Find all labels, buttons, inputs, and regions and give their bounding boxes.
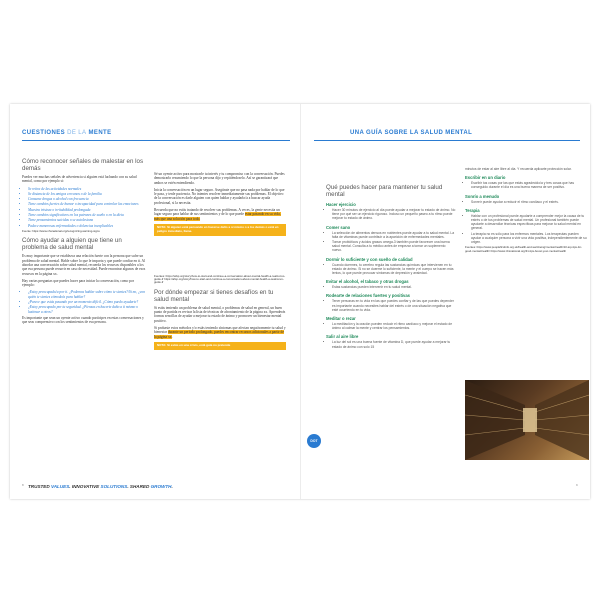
header-cuestiones: CUESTIONES <box>22 130 66 136</box>
tip-list <box>326 231 456 253</box>
note-danger: NOTA: Si alguien está pensando en hacerse daño a sí mismo o a los demás o está en peligro inmediato, llame. <box>154 224 286 236</box>
tip-heading: Dormir lo suficiente y con sueño de calidad <box>326 256 413 262</box>
tip-item: • Tomar probióticos y ácidos grasos omega-3 también puede favorecer una buena salud mental. Consulta a tu médico antes de empezar a tomar un suplemento nuevo. <box>332 240 456 253</box>
tip-heading: Hacer ejercicio <box>326 202 356 207</box>
tip-item: • Hacer 30 minutos de ejercicio al día puede ayudar a mejorar tu estado de ánimo. No tiene por qué ser un ejercicio riguroso. Incluso un pequeño paseo a tu ritmo puede mejorar tu estado de ánimo. <box>332 208 456 221</box>
questions-list <box>22 290 147 313</box>
document-spread <box>10 104 590 499</box>
tip-heading: Salir al aire libre <box>326 334 359 340</box>
footer-values: VALUES <box>50 484 70 489</box>
right-page-number: 9 <box>576 483 578 487</box>
left-footer-tagline <box>28 484 173 489</box>
source-signs: Fuente: https://www.nhsnational.org/recognizing-warning-signs <box>22 228 100 233</box>
source-tips: Fuentes: https://www.peoplefirstinfo.org.uk/health-and-well-being/mental-health/10-top-tips-for-good-mental-health/ https://www.nhsnational.org/31-tips-boost-your-mental-health <box>465 245 583 253</box>
left-col-1 <box>22 154 147 328</box>
tip-item: • Sonreír puede ayudar a reducir el ritmo cardíaco y el estrés. <box>471 200 589 204</box>
left-col-2 <box>154 172 286 353</box>
page-fold <box>300 104 301 499</box>
start-paragraph-1: Si estás teniendo un problema de salud mental, o problemas de salud en general, un buen punto de partida es revisar la lista de técnicas de afrontamiento de la página xx. Aprenderás formas sencillas de ayudar a mejorar tu estado de ánimo y promover un bienestar mental positivo. <box>154 305 286 323</box>
tip-item: • Cuando duermes, tu cerebro regula las sustancias químicas que intervienen en tu estado de ánimo. Si no se duerme lo suficiente, la mente y el cuerpo se hacen más lentos, lo que puede provocar síntomas de depresión y ansiedad. <box>332 263 456 276</box>
tips-sections <box>465 175 589 244</box>
footer-trusted: TRUSTED <box>28 484 50 489</box>
sign-item: • Tiene cambios significativos en los patrones de sueño o en la dieta <box>28 213 147 217</box>
footer-innovative: . INNOVATIVE <box>69 484 100 489</box>
signs-intro: Puedes ver muchas señales de advertencia si alguien está luchando con su salud mental, como por ejemplo si: <box>22 175 137 184</box>
sign-item: • Muestra tristeza o irritabilidad prolongada <box>28 208 147 212</box>
remember-text: Recuerda que no estás tratando de resolver sus problemas. A veces, la gente necesita un lugar seguro para hablar de sus sentimientos y de lo que puede <box>154 208 280 217</box>
tip-item: • La terapia no es sólo para los enfermos mentales. Los terapeutas pueden ayudar a cualquier persona a vivir una vida positiva, independientemente de su origen. <box>471 232 589 245</box>
footer-solutions: SOLUTIONS <box>100 484 128 489</box>
question-item: • ¿Estoy preocupado por tu seguridad. ¿Piensas en hacerte daño a ti mismo o lastimar a otros? <box>28 305 147 314</box>
tip-heading: Sonrío a menudo <box>465 193 500 199</box>
section-title-start: Por dónde empezar si tienes desafíos en tu salud mental <box>154 288 274 303</box>
sign-item: • Tiene cambios fuertes de humor o incapacidad para controlar las emociones <box>28 202 147 206</box>
tip-list <box>465 214 589 244</box>
right-header-rule <box>314 140 580 141</box>
tip-list <box>326 322 456 330</box>
sunlight-continuation: minutos de estar al aire libre al día. Y recuerda aplicarte protección solar. <box>465 167 572 171</box>
tip-list <box>465 200 589 204</box>
tip-list <box>465 181 589 189</box>
footer-shared: . SHARED <box>127 484 150 489</box>
tip-item: • Tener personas en tu vida en las que puedes confiar y de las que puedes depender es importante cuando necesites hablar del estrés o de una situación negativa que esté ocurriendo en tu vida. <box>332 299 456 312</box>
question-item: • ¿Estoy preocupado/a por ti. ¿Podemos hablar sobre cómo te sientes?/Si no, ¿con quién te sientes cómodo/a para hablar? <box>28 290 147 299</box>
left-header-rule <box>22 140 290 141</box>
tip-item: • Escribir tus cosas por las que estás agradecido/a y tres cosas que has conseguido durante el día es una buena manera de ser positivo. <box>471 181 589 189</box>
tip-heading: Comer sano <box>326 224 351 230</box>
tip-item: • Estas sustancias pueden intervenir en tu salud mental. <box>332 285 456 289</box>
tip-list <box>326 263 456 276</box>
safe-place-paragraph: Inicia la conversación en un lugar seguro. Asegúrate que no pasa nada por hablar de lo que le pasa, y tenle paciencia. No intentes resolver inmediatamente sus problemas. El objetivo de la conversación es darle alguien con quien hablar y ayudarlo/a a buscar ayuda profesional, si la necesita. <box>154 187 285 205</box>
help-paragraph-1: Es muy importante que se establezca una relación fuerte con la persona que sufre un problema de salud mental. Hable sobre lo que le importa y que puede confiar en ti. Al abordar una conversación sobre salud mental, recuerda los recursos disponibles a los que esa persona puede recurrir en caso de necesidad. Puede encontrar algunos de esos recursos en la página xx. <box>22 254 146 276</box>
tip-heading: Meditar o rezar <box>326 316 356 322</box>
left-page-number: 8 <box>22 483 24 487</box>
sign-item: • Tiene pensamientos suicidas o se autolesiona <box>28 218 147 222</box>
right-col-1 <box>326 180 456 351</box>
section-title-signs: Cómo reconocer señales de malestar en los demás <box>22 158 144 172</box>
right-header: UNA GUÍA SOBRE LA SALUD MENTAL <box>350 130 473 136</box>
start-paragraph-2 <box>154 326 286 339</box>
sign-item: • Consume drogas o alcohol con frecuencia <box>28 197 147 201</box>
right-col-2 <box>465 167 589 256</box>
tip-item: • Hablar con un profesional puede ayudarte a comprender mejor la causa de tu estrés o de tus problemas de salud mental. Un profesional también puede ayudarte a desarrollar técnicas específicas para mejorar tu salud mental en general. <box>471 214 589 231</box>
tip-heading: Escribir en un diario <box>465 175 506 181</box>
tip-item: • La luz del sol es una buena fuente de vitamina D, que puede ayudar a mejorar tu estado de ánimo con solo 15 <box>332 340 456 348</box>
sign-item: • Padece numerosas enfermedades o dolencias inexplicables <box>28 224 147 228</box>
header-mente: MENTE <box>88 130 112 136</box>
listener-paragraph: Sé un oyente activo para mostrarle tu interés y tu compromiso con la conversación. Puedes demostrarlo resumiendo lo que la persona dijo y repitiéndoselo. Así se garantizará que ambos se estén entendiendo. <box>154 172 285 185</box>
section-title-help: Cómo ayudar a alguien que tiene un problema de salud mental <box>22 237 122 252</box>
tip-heading: Terapia <box>465 207 480 213</box>
maintain-sections <box>326 202 456 349</box>
help-paragraph-3: Es importante que sean un oyente activo cuando participes en estas conversaciones y que seas comprensivo con los sentimientos de esa persona. <box>22 315 144 325</box>
start-text: Si probaste estos métodos y/o estás teniendo síntomas que afectan negativamente tu salud y bienestar <box>154 325 286 335</box>
dot-logo: DOT <box>307 434 321 448</box>
footer-growth: GROWTH <box>150 484 172 489</box>
sign-item: • Se distancia de los amigos cercanos o de la familia <box>28 192 147 196</box>
tip-list <box>326 340 456 348</box>
remember-paragraph <box>154 208 286 221</box>
source-help: Fuentes: https://afsp.org/story/how-to-start-and-continue-a-conversation-about-mental-health-a-realconvo-guide-fr https://afsp.org/story/how-to-start-and-continue-a-conversation-about-mental-health-a-realconvo-guide-fr <box>154 273 286 285</box>
note-crisis: NOTA: Si estás en una crisis, está guía no pretende <box>154 342 286 350</box>
tip-item: • La meditación y la oración pueden reducir el ritmo cardíaco y mejorar el estado de ánimo al calmar la mente y centrar los pensamientos. <box>332 322 456 330</box>
tip-list <box>326 285 456 289</box>
signs-list <box>22 187 147 228</box>
spacer <box>154 239 286 273</box>
footer-period: . <box>171 484 173 489</box>
tip-heading: Evitar el alcohol, el tabaco y otras drogas <box>326 279 409 285</box>
tip-heading: Rodearte de relaciones fuertes y positivas <box>326 293 411 299</box>
left-header <box>22 130 112 136</box>
question-item: • ¿Parece que estás pasando por un momento difícil. ¿Cómo puedo ayudarte? <box>28 300 147 304</box>
sign-item: • Se retira de las actividades normales <box>28 187 147 191</box>
tip-item: • La selección de alimentos densos en nutrientes puede ayudar a tu salud mental. La falta de vitaminas puede contribuir a la aparición de enfermedades mentales. <box>332 231 456 239</box>
remember-highlight: estar pasando en su vida, más que una solución para todo. <box>154 212 281 221</box>
warehouse-photo <box>465 380 589 460</box>
header-de-la: DE LA <box>67 130 87 136</box>
tip-list <box>326 299 456 312</box>
tip-list <box>326 208 456 221</box>
section-title-maintain: Qué puedes hacer para mantener tu salud mental <box>326 184 443 198</box>
start-highlight: durante un período prolongado, puedes encontrar recursos adicionales a partir de la página xx. <box>154 330 284 339</box>
help-paragraph-2: Hay varias preguntas que puedes hacer para iniciar la conversación, como por ejemplo: <box>22 278 134 288</box>
